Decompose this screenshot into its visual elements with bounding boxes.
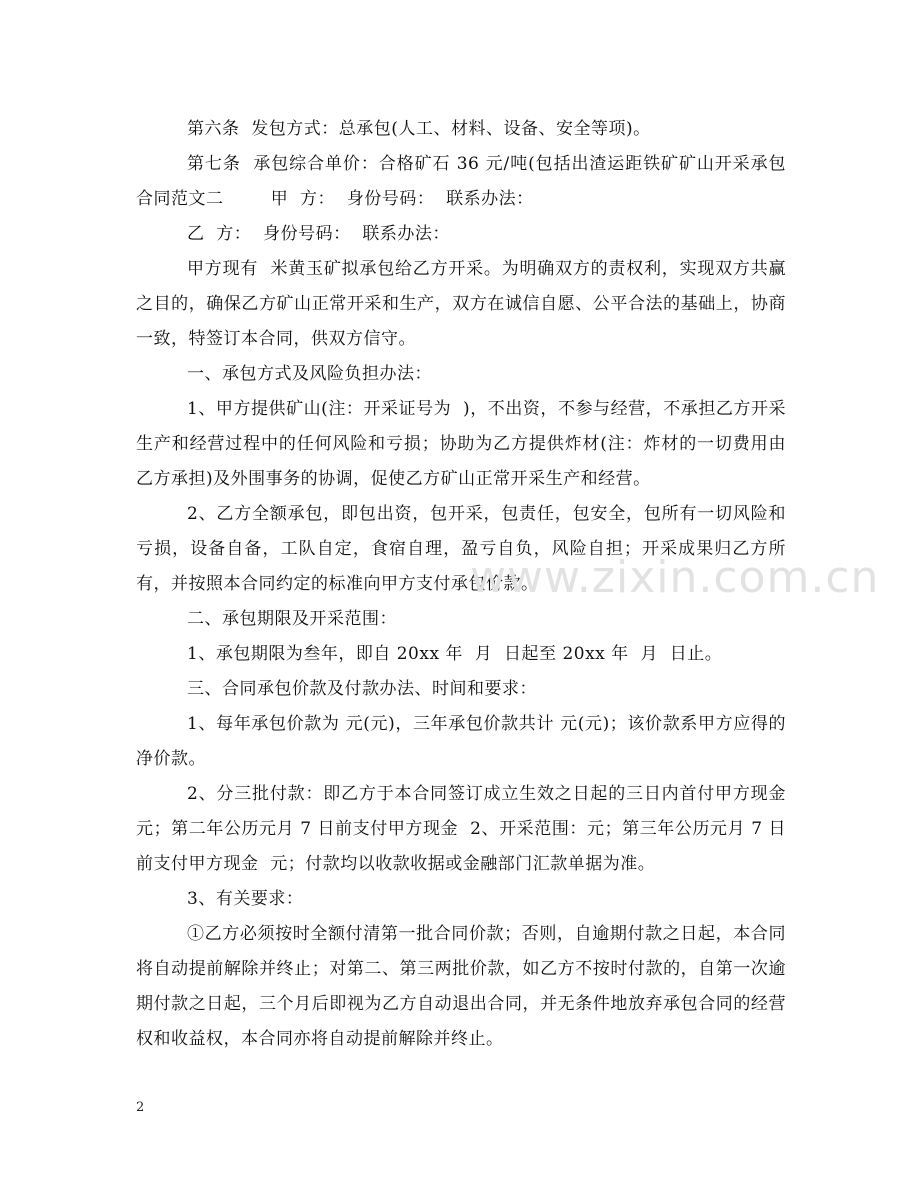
- section-heading-3: 三、合同承包价款及付款办法、时间和要求：: [187, 679, 537, 699]
- watermark: www.zixin.com.cn: [470, 552, 880, 603]
- section-1-item-2: 2、乙方全额承包，即包出资，包开采，包责任，包安全，包所有一切风险和亏损，设备自备，工队自定，食宿自理，盈亏自负，风险自担；开采成果归乙方所有，并按照本合同约定的标准向甲方支付承包价款。: [136, 504, 786, 594]
- section-3-item-2: 2、分三批付款：即乙方于本合同签订成立生效之日起的三日内首付甲方现金 元；第二年公历元月 7 日前支付甲方现金 2、开采范围：元；第三年公历元月 7 日前支付甲方现金 元；付款均以收款收据或金融部门汇款单据为准。: [136, 784, 792, 874]
- clause-article-7: 第七条 承包综合单价：合格矿石 36 元/吨(包括出渣运距铁矿矿山开采承包合同范文二 甲 方： 身份号码： 联系办法：: [136, 154, 786, 209]
- section-3-item-3: 3、有关要求：: [187, 889, 304, 909]
- section-heading-2: 二、承包期限及开采范围：: [187, 609, 397, 629]
- clause-article-6: 第六条 发包方式：总承包(人工、材料、设备、安全等项)。: [187, 119, 651, 139]
- section-3-item-1: 1、每年承包价款为 元(元)，三年承包价款共计 元(元)；该价款系甲方应得的净价款。: [136, 714, 786, 769]
- party-b-info: 乙 方： 身份号码： 联系办法：: [187, 224, 450, 244]
- document-body: [136, 112, 792, 1057]
- section-1-item-1: 1、甲方提供矿山(注：开采证号为 )，不出资，不参与经营，不承担乙方开采生产和经营过程中的任何风险和亏损；协助为乙方提供炸材(注：炸材的一切费用由乙方承担)及外围事务的协调，促使乙方矿山正常开采生产和经营。: [136, 399, 786, 489]
- contract-preamble: 甲方现有 米黄玉矿拟承包给乙方开采。为明确双方的责权利，实现双方共赢之目的，确保乙方矿山正常开采和生产，双方在诚信自愿、公平合法的基础上，协商一致，特签订本合同，供双方信守。: [136, 259, 786, 349]
- section-3-requirement-1: ①乙方必须按时全额付清第一批合同价款；否则，自逾期付款之日起，本合同将自动提前解除并终止；对第二、第三两批价款，如乙方不按时付款的，自第一次逾期付款之日起，三个月后即视为乙方自动退出合同，并无条件地放弃承包合同的经营权和收益权，本合同亦将自动提前解除并终止。: [136, 924, 786, 1049]
- page-number: 2: [136, 1100, 145, 1115]
- section-2-item-1: 1、承包期限为叁年，即自 20xx 年 月 日起至 20xx 年 月 日止。: [187, 644, 723, 664]
- section-heading-1: 一、承包方式及风险负担办法：: [187, 364, 432, 384]
